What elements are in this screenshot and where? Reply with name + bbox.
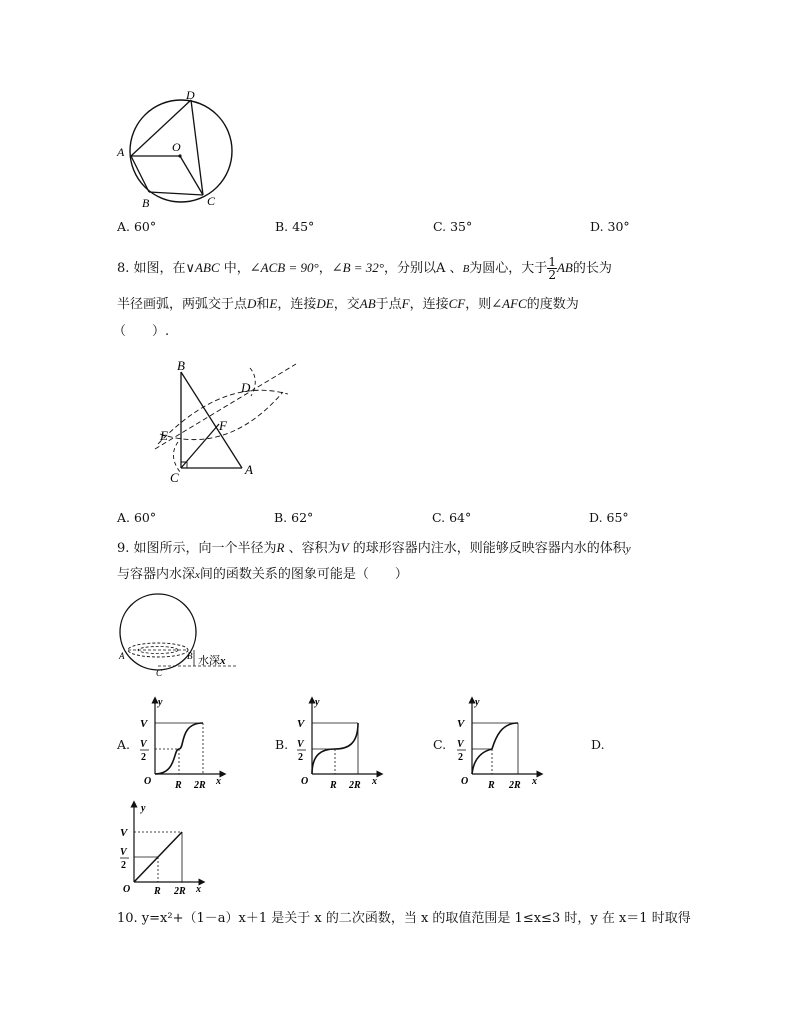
graph-c-o: O [461, 776, 469, 787]
graph-b-v-den: 2 [298, 752, 303, 763]
q8-option-d[interactable]: D. 65° [589, 510, 629, 525]
q8-triangle-figure [148, 356, 298, 488]
graph-d-v-den: 2 [121, 860, 126, 871]
graph-a-y: y [158, 697, 163, 708]
q8-line3: （ ）. [113, 324, 170, 339]
q7-label-d: D [186, 88, 195, 102]
q9-choice-a[interactable]: A. [117, 737, 131, 752]
graph-b-o: O [301, 776, 309, 787]
q7-label-o: O [172, 140, 181, 154]
graph-a-v-num: V [140, 739, 147, 750]
graph-d-o: O [123, 884, 131, 895]
q9-choice-d[interactable]: D. [591, 737, 605, 752]
graph-c-v: V [457, 718, 465, 730]
q9-graph-d [114, 800, 206, 896]
q9-depth-label: 水深x [198, 655, 226, 667]
graph-c-y: y [475, 697, 480, 708]
q7-option-d[interactable]: D. 30° [590, 219, 630, 234]
graph-d-r: R [154, 886, 161, 896]
q8-option-b[interactable]: B. 62° [274, 510, 314, 525]
q7-circle-figure [110, 88, 245, 213]
graph-d-v: V [120, 827, 128, 839]
graph-c-x: x [532, 776, 537, 787]
q7-option-a[interactable]: A. 60° [117, 219, 157, 234]
q9-line1: 9. 如图所示，向一个半径为R 、容积为V 的球形容器内注水，则能够反映容器内水的体积y [117, 540, 631, 556]
graph-d-y: y [141, 803, 146, 814]
q9-choice-b[interactable]: B. [275, 737, 289, 752]
q7-option-b[interactable]: B. 45° [275, 219, 315, 234]
q8-label-c: C [170, 470, 179, 485]
q9-sphere-label-a: A [119, 651, 125, 661]
graph-a-v-den: 2 [141, 752, 146, 763]
q8-line2: 半径画弧，两弧交于点D和E，连接DE，交AB于点F，连接CF，则∠AFC的度数为 [117, 296, 579, 312]
q9-graph-c [452, 696, 544, 792]
q8-fraction-half: $\frac{1}{2}$ [548, 255, 556, 282]
q8-label-a: A [245, 462, 253, 477]
q7-label-c: C [207, 194, 216, 208]
q8-label-b: B [177, 358, 185, 373]
q10-line1: 10. y=x²+（1－a）x＋1 是关于 x 的二次函数，当 x 的取值范围是 1≤x≤3 时，y 在 x＝1 时取得 [117, 911, 691, 926]
graph-c-2r: 2R [509, 780, 521, 791]
q8-option-c[interactable]: C. 64° [432, 510, 472, 525]
graph-b-2r: 2R [349, 780, 361, 791]
graph-b-y: y [315, 697, 320, 708]
q7-label-a: A [117, 145, 125, 159]
graph-a-v: V [140, 718, 148, 730]
graph-d-2r: 2R [174, 886, 186, 896]
q8-label-f: F [219, 418, 227, 433]
graph-b-r: R [330, 780, 337, 791]
graph-c-r: R [488, 780, 495, 791]
graph-a-2r: 2R [194, 780, 206, 791]
q8-label-d: D [241, 380, 251, 395]
q9-sphere-label-c: C [156, 668, 163, 678]
graph-b-v-num: V [297, 739, 304, 750]
graph-b-v: V [297, 718, 305, 730]
q7-label-b: B [142, 196, 150, 210]
graph-a-x: x [216, 776, 221, 787]
q8-label-e: E [160, 428, 168, 443]
q7-option-c[interactable]: C. 35° [433, 219, 473, 234]
graph-c-v-den: 2 [458, 752, 463, 763]
q8-option-a[interactable]: A. 60° [117, 510, 157, 525]
q9-sphere-label-b: B [187, 651, 193, 661]
q9-graph-b [292, 696, 384, 792]
graph-d-x: x [196, 884, 201, 895]
q8-line1: 8. 如图，在∨ABC 中，∠ACB = 90°，∠B = 32°，分别以A 、B为圆心，大于 $\frac{1}{2}$ AB的长为 [117, 255, 612, 282]
q9-choice-c[interactable]: C. [433, 737, 447, 752]
graph-c-v-num: V [457, 739, 464, 750]
q9-sphere-figure [112, 592, 247, 680]
graph-b-x: x [372, 776, 377, 787]
q9-graph-a [135, 696, 227, 792]
q9-line2: 与容器内水深x间的函数关系的图象可能是（ ） [117, 567, 408, 582]
graph-a-r: R [175, 780, 182, 791]
graph-d-v-num: V [120, 847, 127, 858]
graph-a-o: O [144, 776, 152, 787]
